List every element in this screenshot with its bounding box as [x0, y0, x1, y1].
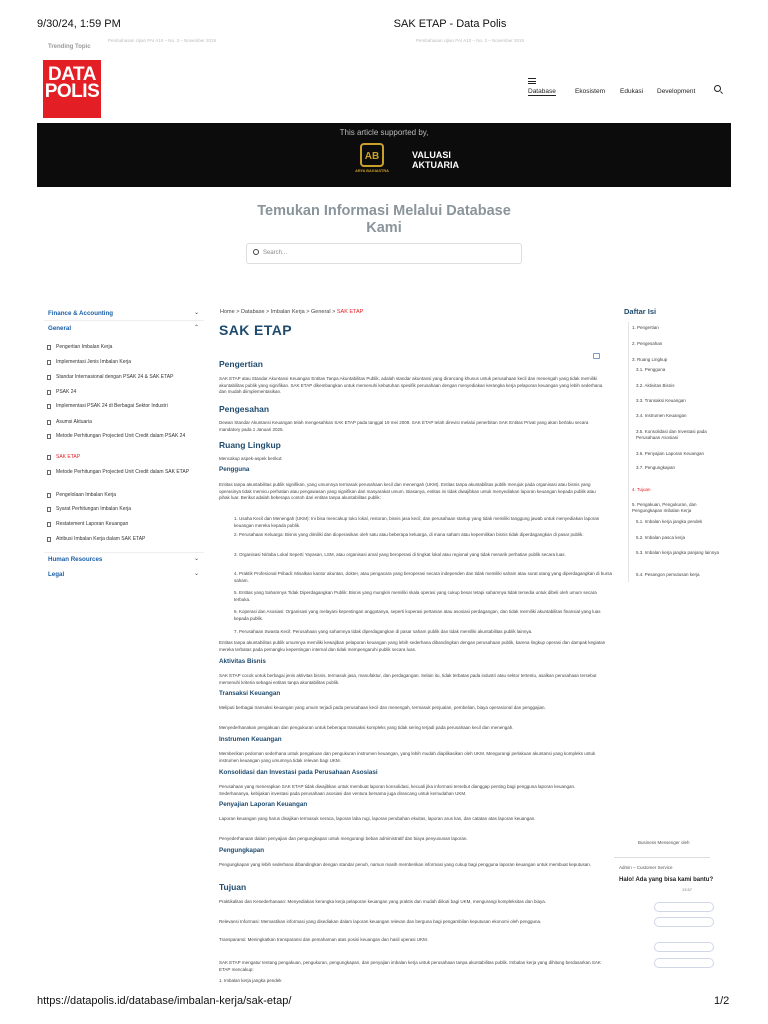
chat-provider-label: Business Messenger oleh — [638, 840, 690, 845]
para-tujuan-1: Praktikalitas dan Kesederhanaan: Menyediakan kerangka kerja pelaporan keuangan yang praktis dan mudah diikuti bagi UKM, mengurangi kompleksitas dan biaya. — [219, 899, 546, 904]
page-title: SAK ETAP — [219, 322, 292, 338]
toc-item[interactable]: 3.2. Aktivitas Bisnis — [636, 383, 675, 388]
breadcrumb: Home > Database > Imbalan Kerja > General > SAK ETAP — [220, 309, 364, 315]
para-penyajian-1: Laporan keuangan yang harus disajikan termasuk neraca, laporan laba rugi, laporan perubahan ekuitas, laporan arus kas, dan catatan atas laporan keuangan. — [219, 816, 536, 821]
logo-line2: POLIS — [44, 81, 100, 102]
document-icon — [47, 375, 51, 380]
sidebar-item-implementasi-psak[interactable]: Implementasi PSAK 24 di Berbagai Sektor Industri — [56, 403, 168, 409]
heading-instrumen: Instrumen Keuangan — [219, 736, 282, 743]
print-url: https://datapolis.id/database/imbalan-kerja/sak-etap/ — [37, 995, 292, 1007]
toc-title: Daftar Isi — [624, 307, 657, 316]
para-transaksi-2: Menyederhanakan pengakuan dan pengukuran untuk beberapa transaksi kompleks yang tidak sering terjadi pada perusahaan kecil dan menengah. — [219, 725, 514, 730]
sidebar-item-implementasi[interactable]: Implementasi Jenis Imbalan Kerja — [56, 359, 132, 365]
toc-item-active[interactable]: 4. Tujuan — [632, 487, 651, 492]
para-transaksi-1: Meliputi berbagai transaksi keuangan yang umum terjadi pada perusahaan kecil dan menengah, termasuk penjualan, pembelian, biaya operasional dan penggajian. — [219, 705, 546, 710]
trending-label: Trending Topic — [48, 44, 91, 50]
para-pengertian: SAK ETAP atau Standar Akuntansi Keuangan Entitas Tanpa Akuntabilitas Publik, adalah standar akuntansi yang dirancang khusus untuk perusahaan kecil dan menengah yang tidak memiliki akuntabilitas publik yang signifikan. SAK ETAP dikembangkan untuk memenuhi kebutuhan spesifik perusahaan dengan menyediakan kerangka kerja pelaporan keuangan yang lebih sederhana dan mudah diimplementasikan. — [219, 376, 603, 395]
hero-title-line2: Kami — [366, 220, 402, 236]
sidebar-item-pengelolaan[interactable]: Pengelolaan Imbalan Kerja — [56, 492, 117, 498]
sponsor-logo-valuasi[interactable] — [412, 150, 459, 170]
list-item: 2. Perusahaan Keluarga: Bisnis yang dimiliki dan dioperasikan oleh satu atau beberapa keluarga, di mana saham atau kepemilikan bisnis tidak diperdagangkan di pasar publik. — [234, 532, 584, 537]
ticker-right[interactable]: Pembahasan Ujian PAI A10 – No. 3 – November 2019 — [416, 38, 524, 43]
sidebar-item-asumsi[interactable]: Asumsi Aktuaria — [56, 419, 92, 425]
heading-konsolidasi: Konsolidasi dan Investasi pada Perusahaan Asosiasi — [219, 769, 378, 776]
chat-quick-reply-button[interactable] — [654, 902, 714, 912]
sponsor-logo-arya[interactable]: AB — [360, 143, 384, 167]
breadcrumb-imbalan[interactable]: Imbalan Kerja — [270, 309, 305, 315]
nav-database[interactable] — [528, 88, 556, 95]
toc-item[interactable]: 1. Pengertian — [632, 325, 659, 330]
para-closing: SAK ETAP mengatur tentang pengakuan, pengukuran, pengungkapan, dan penyajian imbalan kerja untuk perusahaan tanpa akuntabilitas publik. Imbalan kerja yang dihitung berdasarkan SAK ETAP mencakup: — [219, 960, 601, 972]
print-page: 1/2 — [714, 995, 730, 1007]
para-instrumen: Memberikan pedoman sederhana untuk pengakuan dan pengukuran instrumen keuangan, yang lebih mudah diaplikasikan oleh UKM. Mengurangi perlakuan akuntansi yang kompleks untuk instrumen keuangan yang umumnya tidak relevan bagi UKM. — [219, 751, 596, 763]
toc-item[interactable]: 5.2. Imbalan pasca kerja — [636, 535, 686, 540]
nav-development[interactable]: Development — [657, 88, 696, 95]
document-icon — [47, 507, 51, 512]
hero-title — [0, 203, 768, 237]
heading-pengguna: Pengguna — [219, 466, 250, 473]
document-icon — [47, 345, 51, 350]
toc-item[interactable]: 3.5. Konsolidasi dan Investasi pada Perusahaan Asosiasi — [636, 429, 707, 440]
sidebar-item-pengertian[interactable]: Pengertian Imbalan Kerja — [56, 344, 113, 350]
para-pengungkapan: Pengungkapan yang lebih sederhana dibandingkan dengan standar penuh, namun masih memberikan informasi yang cukup bagi pengguna laporan keuangan untuk membuat keputusan. — [219, 862, 592, 867]
ticker-left[interactable]: Pembahasan Ujian PAI A10 – No. 3 – November 2019 — [108, 38, 216, 43]
para-penyajian-2: Penyederhanaan dalam penyajian dan pengungkapan untuk mengurangi beban administratif dan biaya penyusunan laporan. — [219, 836, 468, 841]
sidebar-item-metode-psak[interactable]: Metode Perhitungan Projected Unit Credit dalam PSAK 24 — [56, 433, 186, 439]
sidebar-item-restatement[interactable]: Restatement Laporan Keuangan — [56, 521, 129, 527]
para-tujuan-3: Transparansi: Meningkatkan transparansi dan pemahaman atas posisi keuangan dan hasil operasi UKM. — [219, 937, 428, 942]
sidebar-item-sak-etap[interactable]: SAK ETAP — [56, 454, 81, 460]
sidebar-cat-finance[interactable]: Finance & Accounting — [48, 310, 114, 317]
sponsor-label-arya: ARYA BAGIASTRA — [355, 169, 389, 173]
document-icon — [47, 420, 51, 425]
hero-title-line1: Temukan Informasi Melalui Database — [257, 203, 511, 219]
toc-item[interactable]: 3.1. Pengguna — [636, 367, 666, 372]
breadcrumb-home[interactable]: Home — [220, 309, 235, 315]
list-item: 7. Perusahaan Swasta Kecil: Perusahaan yang sahamnya tidak diperdagangkan di pasar saham publik dan tidak memiliki akuntabilitas publik lainnya. — [234, 629, 533, 634]
toc-rail — [628, 322, 629, 582]
toc-item[interactable]: 5.3. Imbalan kerja jangka panjang lainnya — [636, 550, 720, 555]
para-pengguna: Entitas tanpa akuntabilitas publik signifikan, yang umumnya termasuk perusahaan kecil dan menengah (UKM). Entitas tanpa akuntabilitas publik merujuk pada organisasi atau bisnis yang operasinya tidak memicu perhatian atau pengawasan yang signifikan dari masyarakat umum. Biasanya, entitas ini tidak diwajibkan untuk menyediakan laporan keuangan kepada publik atau pihak luar. Berikut adalah beberapa contoh dari entitas tanpa akuntabilitas publik: — [219, 482, 596, 501]
para-tujuan-2: Relevansi Informasi: Memastikan informasi yang disediakan dalam laporan keuangan relevan dan berguna bagi pengambilan keputusan ekonomi oleh pengguna. — [219, 919, 542, 924]
document-icon — [47, 537, 51, 542]
para-pengguna-2: Entitas tanpa akuntabilitas publik umumnya memiliki kewajiban pelaporan keuangan yang lebih sederhana dibandingkan dengan perusahaan publik, karena lingkup operasi dan dampak kegiatan mereka terbatas pada pemangku kepentingan internal dan tidak mempengaruhi publik secara luas. — [219, 640, 606, 652]
sidebar-item-standar[interactable]: Standar Internasional dengan PSAK 24 & SAK ETAP — [56, 374, 174, 380]
document-icon — [47, 434, 51, 439]
search-field-icon — [253, 249, 259, 255]
search-placeholder: Search... — [263, 250, 288, 256]
chevron-up-icon[interactable]: ⌃ — [194, 325, 200, 331]
list-item: 5. Entitas yang Sahamnya Tidak Diperdagangkan Publik: Bisnis yang mungkin memiliki skala operasi yang cukup besar tetapi sahamnya tidak tersedia untuk dibeli oleh umum secara terbuka. — [234, 590, 597, 602]
chat-time: 13.57 — [682, 887, 693, 892]
menu-icon[interactable] — [528, 78, 536, 86]
heading-aktivitas: Aktivitas Bisnis — [219, 658, 266, 665]
list-item: 1. Usaha Kecil dan Menengah (UKM): Ini bisa mencakup toko lokal, restoran, bisnis jasa kecil, dan perusahaan startup yang tidak memiliki tanggung jawab untuk menyediakan laporan keuangan mereka kepada publik. — [234, 516, 600, 528]
heading-transaksi: Transaksi Keuangan — [219, 690, 281, 697]
heading-penyajian: Penyajian Laporan Keuangan — [219, 801, 308, 808]
print-title: SAK ETAP - Data Polis — [393, 18, 507, 30]
document-icon — [47, 390, 51, 395]
sidebar-divider — [44, 552, 204, 553]
breadcrumb-database[interactable]: Database — [240, 309, 265, 315]
sidebar-divider — [44, 320, 204, 321]
list-item: 4. Praktik Profesional Pribadi: Misalkan kantor akuntan, dokter, atau pengacara yang beroperasi secara independen dan tidak memiliki saham atau surat utang yang diperdagangkan di bursa saham. — [234, 571, 612, 583]
breadcrumb-general[interactable]: General — [311, 309, 331, 315]
toc-item[interactable]: 5. Pengakuan, Pengukuran, dan Pengungkapan Imbalan Kerja — [632, 502, 697, 513]
nav-edukasi[interactable]: Edukasi — [620, 88, 644, 95]
toc-item[interactable]: 3.3. Transaksi Keuangan — [636, 398, 686, 403]
banner-supported-text: This article supported by, — [339, 128, 429, 137]
toc-item[interactable]: 5.4. Pesangon pemutusan kerja — [636, 572, 700, 577]
para-ruang-intro: Mencakup aspek-aspek berikut: — [219, 456, 283, 461]
toc-item[interactable]: 2. Pengesahan — [632, 341, 663, 346]
sidebar-item-atribusi[interactable]: Atribusi Imbalan Kerja dalam SAK ETAP — [56, 536, 146, 542]
sidebar-item-metode-sak[interactable]: Metode Perhitungan Projected Unit Credit dalam SAK ETAP — [56, 469, 190, 475]
chevron-down-icon[interactable]: ⌄ — [194, 310, 200, 316]
heading-pengesahan: Pengesahan — [219, 404, 270, 414]
document-icon — [47, 404, 51, 409]
logo-line1: DATA — [48, 64, 96, 85]
sidebar-item-psak24[interactable]: PSAK 24 — [56, 389, 77, 395]
para-pengesahan: Dewan Standar Akuntansi Keuangan telah mengesahkan SAK ETAP pada tanggal 19 mei 2009. SAK ETAP telah direvisi melalui penerbitan SAK Entitas Privat yang akan berlaku secara mandatory pada 1 Januari 2025. — [219, 420, 589, 432]
chat-quick-reply-button[interactable] — [654, 917, 714, 927]
toc-item[interactable]: 3. Ruang Lingkup — [632, 357, 668, 362]
sidebar-cat-hr[interactable]: Human Resources — [48, 556, 103, 563]
heading-ruang-lingkup: Ruang Lingkup — [219, 440, 281, 450]
list-item: 6. Koperasi dan Asosiasi: Organisasi yang melayani kepentingan anggotanya, seperti koperasi pertanian atau asosiasi perdagangan, dan tidak memiliki akuntabilitas finansial yang luas kepada publik. — [234, 609, 601, 621]
list-item: 1. Imbalan kerja jangka pendek — [219, 978, 282, 983]
document-icon — [47, 455, 51, 460]
heading-tujuan: Tujuan — [219, 882, 247, 892]
breadcrumb-current: SAK ETAP — [336, 309, 364, 315]
chat-divider — [614, 857, 710, 858]
nav-ekosistem[interactable]: Ekosistem — [575, 88, 605, 95]
sidebar-cat-general[interactable]: General — [48, 325, 72, 332]
chevron-down-icon[interactable]: ⌄ — [194, 571, 200, 577]
heading-pengungkapan: Pengungkapan — [219, 847, 265, 854]
chat-message: Halo! Ada yang bisa kami bantu? — [619, 877, 714, 883]
chat-admin-name: Admin – Customer Service — [619, 865, 673, 870]
list-item: 3. Organisasi Nirlaba Lokal Seperti Yayasan, LSM, atau organisasi amal yang beroperasi di tingkat lokal atau regional yang tidak menarik perhatian publik secara luas. — [234, 552, 566, 557]
chevron-down-icon[interactable]: ⌄ — [194, 556, 200, 562]
toc-item[interactable]: 3.7. Pengungkapan — [636, 465, 676, 470]
document-icon — [47, 493, 51, 498]
search-icon[interactable] — [714, 85, 721, 92]
sidebar-cat-legal[interactable]: Legal — [48, 571, 65, 578]
print-datetime: 9/30/24, 1:59 PM — [37, 18, 121, 30]
datapolis-logo[interactable] — [43, 60, 101, 118]
toc-item[interactable]: 3.4. Instrumen Keuangan — [636, 413, 687, 418]
nav-database-label: Database — [528, 88, 556, 95]
sponsor2-line1: VALUASI — [412, 150, 451, 160]
document-icon — [47, 522, 51, 527]
para-aktivitas: SAK ETAP cocok untuk berbagai jenis aktivitas bisnis, termasuk jasa, manufaktur, dan perdagangan. Selain itu, tidak terbatas pada industri atau sektor tertentu, asalkan perusahaan tersebut memenuhi kriteria sebagai entitas tanpa akuntabilitas publik. — [219, 673, 597, 685]
toc-item[interactable]: 5.1. Imbalan kerja jangka pendek — [636, 519, 703, 524]
chat-quick-reply-button[interactable] — [654, 958, 714, 968]
para-konsolidasi: Perusahaan yang menerapkan SAK ETAP tidak diwajibkan untuk membuat laporan konsolidasi, kecuali jika informasi tersebut dianggap penting bagi pengguna laporan keuangan. Sederhananya, kebijakan investasi pada perusahaan asosiasi dan ventura bersama juga dirancang untuk kemudahan UKM. — [219, 784, 576, 796]
document-icon — [47, 470, 51, 475]
sidebar-item-syarat[interactable]: Syarat Perhitungan Imbalan Kerja — [56, 506, 132, 512]
heading-pengertian: Pengertian — [219, 359, 263, 369]
sponsor2-line2: AKTUARIA — [412, 160, 459, 170]
toc-item[interactable]: 3.6. Penyajian Laporan Keuangan — [636, 451, 705, 456]
chat-quick-reply-button[interactable] — [654, 942, 714, 952]
print-icon[interactable] — [593, 353, 600, 359]
database-search-input[interactable] — [246, 243, 522, 264]
document-icon — [47, 360, 51, 365]
